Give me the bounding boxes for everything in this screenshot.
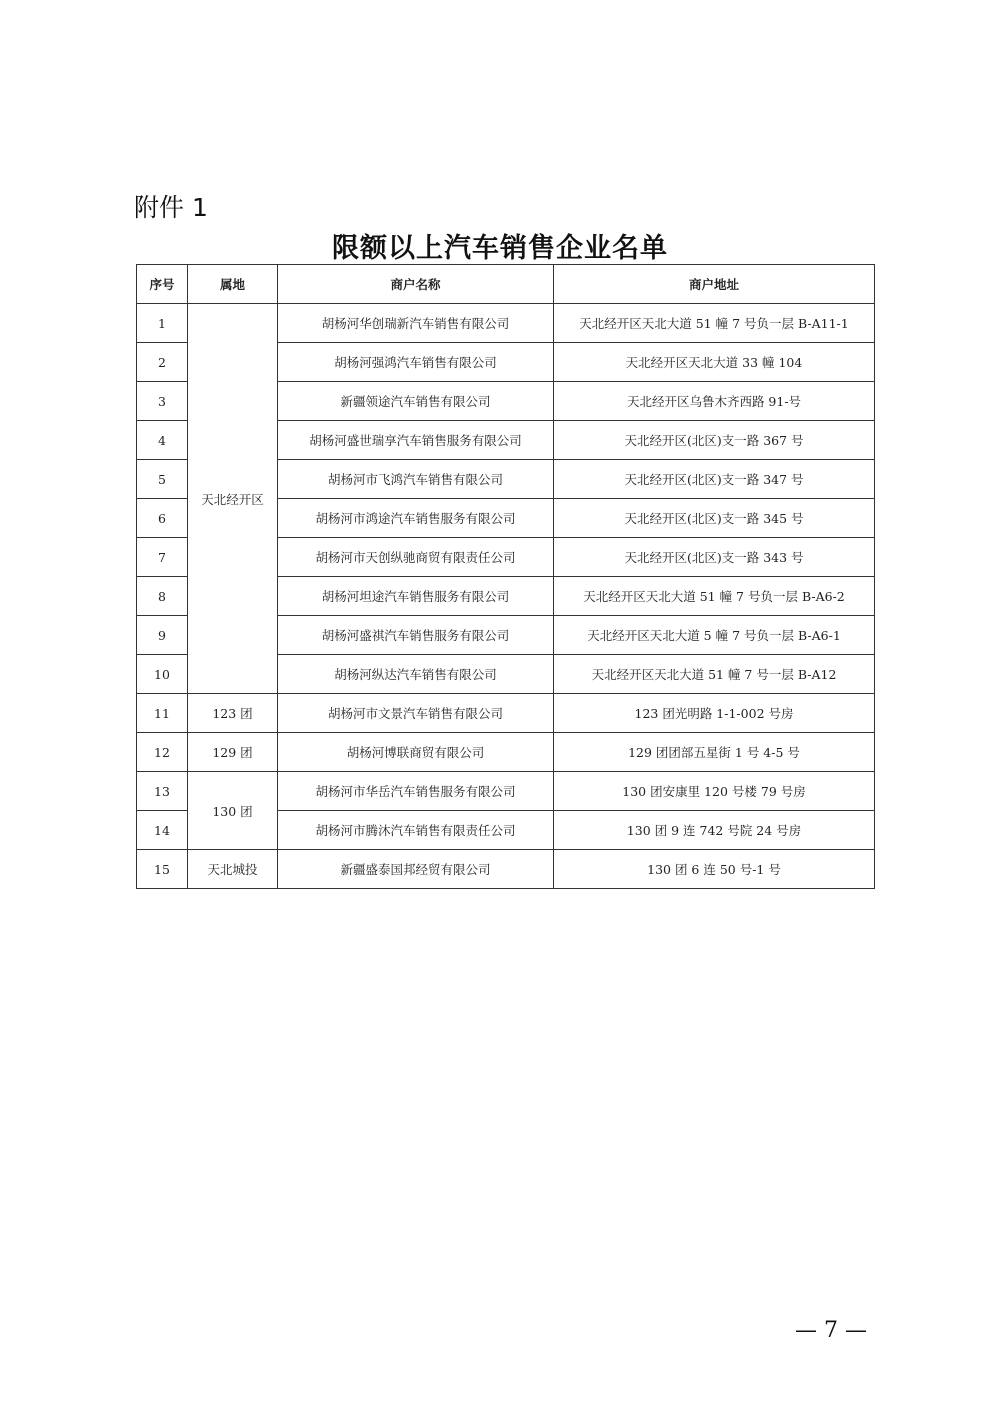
merchant-address: 天北经开区天北大道 51 幢 7 号负一层 B-A11-1 — [554, 304, 875, 343]
row-number: 4 — [137, 421, 188, 460]
merchant-address: 天北经开区天北大道 51 幢 7 号负一层 B-A6-2 — [554, 577, 875, 616]
merchant-address: 130 团安康里 120 号楼 79 号房 — [554, 772, 875, 811]
merchant-address: 天北经开区天北大道 51 幢 7 号一层 B-A12 — [554, 655, 875, 694]
location-cell: 天北城投 — [188, 850, 278, 889]
merchant-name: 胡杨河华创瑞新汽车销售有限公司 — [278, 304, 554, 343]
merchant-name: 胡杨河坦途汽车销售服务有限公司 — [278, 577, 554, 616]
merchant-address: 天北经开区乌鲁木齐西路 91-号 — [554, 382, 875, 421]
row-number: 13 — [137, 772, 188, 811]
merchant-address: 123 团光明路 1-1-002 号房 — [554, 694, 875, 733]
merchant-name: 胡杨河市天创纵驰商贸有限责任公司 — [278, 538, 554, 577]
merchant-name: 胡杨河盛祺汽车销售服务有限公司 — [278, 616, 554, 655]
row-number: 10 — [137, 655, 188, 694]
location-cell: 123 团 — [188, 694, 278, 733]
merchant-address: 130 团 9 连 742 号院 24 号房 — [554, 811, 875, 850]
table-row — [137, 694, 875, 733]
row-number: 7 — [137, 538, 188, 577]
merchant-address: 129 团团部五星街 1 号 4-5 号 — [554, 733, 875, 772]
row-number: 12 — [137, 733, 188, 772]
row-number: 11 — [137, 694, 188, 733]
table-row — [137, 733, 875, 772]
merchant-name: 胡杨河博联商贸有限公司 — [278, 733, 554, 772]
merchant-address: 天北经开区(北区)支一路 343 号 — [554, 538, 875, 577]
row-number: 6 — [137, 499, 188, 538]
merchant-address: 天北经开区(北区)支一路 347 号 — [554, 460, 875, 499]
merchant-name: 新疆领途汽车销售有限公司 — [278, 382, 554, 421]
table-row — [137, 772, 875, 811]
table-row — [137, 304, 875, 343]
location-cell: 130 团 — [188, 772, 278, 850]
row-number: 5 — [137, 460, 188, 499]
row-number: 14 — [137, 811, 188, 850]
merchant-name: 胡杨河纵达汽车销售有限公司 — [278, 655, 554, 694]
table-body — [137, 304, 875, 889]
merchant-address: 天北经开区(北区)支一路 367 号 — [554, 421, 875, 460]
merchant-address: 天北经开区天北大道 5 幢 7 号负一层 B-A6-1 — [554, 616, 875, 655]
location-cell: 129 团 — [188, 733, 278, 772]
header-location: 属地 — [188, 265, 278, 304]
row-number: 1 — [137, 304, 188, 343]
merchant-address: 130 团 6 连 50 号-1 号 — [554, 850, 875, 889]
row-number: 15 — [137, 850, 188, 889]
location-cell: 天北经开区 — [188, 304, 278, 694]
row-number: 8 — [137, 577, 188, 616]
header-no: 序号 — [137, 265, 188, 304]
page-number: — 7 — — [795, 1318, 867, 1343]
merchant-name: 胡杨河市飞鸿汽车销售有限公司 — [278, 460, 554, 499]
merchant-name: 胡杨河市鸿途汽车销售服务有限公司 — [278, 499, 554, 538]
row-number: 3 — [137, 382, 188, 421]
header-name: 商户名称 — [278, 265, 554, 304]
attachment-label: 附件 1 — [134, 193, 208, 222]
row-number: 2 — [137, 343, 188, 382]
merchant-address: 天北经开区(北区)支一路 345 号 — [554, 499, 875, 538]
merchant-name: 胡杨河市文景汽车销售有限公司 — [278, 694, 554, 733]
row-number: 9 — [137, 616, 188, 655]
merchant-name: 胡杨河市腾沐汽车销售有限责任公司 — [278, 811, 554, 850]
merchant-address: 天北经开区天北大道 33 幢 104 — [554, 343, 875, 382]
document-title: 限额以上汽车销售企业名单 — [332, 233, 668, 264]
table-header-row — [137, 265, 875, 304]
merchant-name: 胡杨河强鸿汽车销售有限公司 — [278, 343, 554, 382]
table-row — [137, 850, 875, 889]
header-address: 商户地址 — [554, 265, 875, 304]
merchant-name: 新疆盛泰国邦经贸有限公司 — [278, 850, 554, 889]
enterprise-table — [136, 264, 875, 889]
merchant-name: 胡杨河盛世瑞享汽车销售服务有限公司 — [278, 421, 554, 460]
merchant-name: 胡杨河市华岳汽车销售服务有限公司 — [278, 772, 554, 811]
